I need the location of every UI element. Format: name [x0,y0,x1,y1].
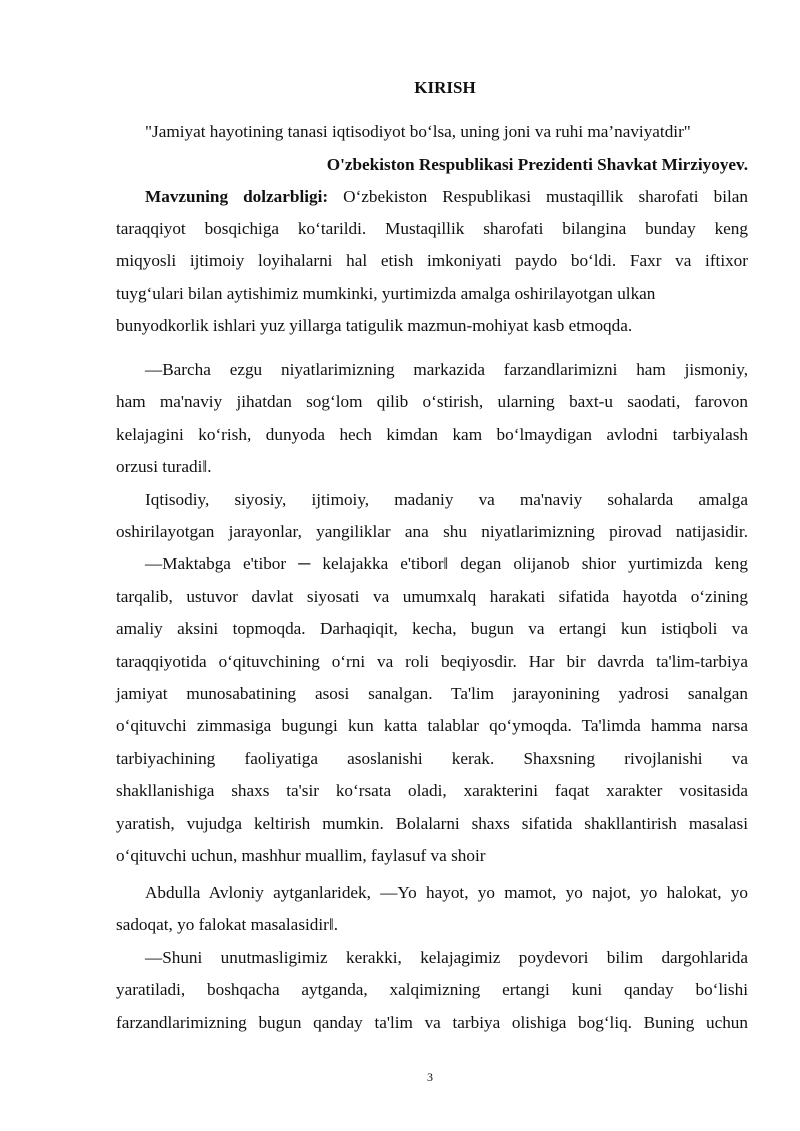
text-line: orzusi turadi‖. [116,457,212,476]
text-line: yaratish, vujudga keltirish mumkin. Bolalarni shaxs sifatida shakllantirish masalasi [116,814,748,833]
text-line: jamiyat munosabatining asosi sanalgan. Ta'lim jarayonining yadrosi sanalgan [116,684,748,703]
text-line: tarbiyachining faoliyatiga asoslanishi kerak. Shaxsning rivojlanishi va [116,749,748,768]
text-line: yaratiladi, boshqacha aytganda, xalqimizning ertangi kuni qanday bo‘lishi [116,980,748,999]
text-line: ―Maktabga e'tibor ─ kelajakka e'tibor‖ degan olijanob shior yurtimizda keng [145,554,748,573]
text-line: amaliy aksini topmoqda. Darhaqiqit, kecha, bugun va ertangi kun istiqboli va [116,619,748,638]
text-line: taraqqiyot bosqichiga ko‘tarildi. Mustaqillik sharofati bilangina bunday keng [116,219,748,238]
text-line: shakllanishiga shaxs ta'sir ko‘rsata oladi, xarakterini faqat xarakter vositasida [116,781,748,800]
epigraph-quote: "Jamiyat hayotining tanasi iqtisodiyot bo‘lsa, uning joni va ruhi ma’naviyatdir" [145,122,691,141]
text-line: miqyosli ijtimoiy loyihalarni hal etish imkoniyati paydo bo‘ldi. Faxr va iftixor [116,251,748,270]
page-heading: KIRISH [414,78,476,97]
text-line: sadoqat, yo falokat masalasidir‖. [116,915,338,934]
text-line: oshirilayotgan jarayonlar, yangiliklar ana shu niyatlarimizning pirovad natijasidir. [116,522,748,541]
topic-label: Mavzuning dolzarbligi: [145,187,329,206]
text-line: ham ma'naviy jihatdan sog‘lom qilib o‘stirish, ularning baxt-u saodati, farovon [116,392,748,411]
text-line: o‘qituvchi uchun, mashhur muallim, faylasuf va shoir [116,846,486,865]
text-line: tarqalib, ustuvor davlat siyosati va umumxalq harakati sifatida hayotda o‘zining [116,587,748,606]
text-line: Iqtisodiy, siyosiy, ijtimoiy, madaniy va ma'naviy sohalarda amalga [145,490,748,509]
page-number: 3 [427,1070,433,1084]
text-line: tuyg‘ulari bilan aytishimiz mumkinki, yurtimizda amalga oshirilayotgan ulkan [116,284,656,303]
text-line: ―Shuni unutmasligimiz kerakki, kelajagimiz poydevori bilim dargohlarida [145,948,748,967]
text-line: ―Barcha ezgu niyatlarimizning markazida farzandlarimizni ham jismoniy, [145,360,748,379]
text-line: Abdulla Avloniy aytganlaridek, ―Yo hayot, yo mamot, yo najot, yo halokat, yo [145,883,748,902]
text-line: taraqqiyotida o‘qituvchining o‘rni va roli beqiyosdir. Har bir davrda ta'lim-tarbiya [116,652,748,671]
text-line: farzandlarimizning bugun qanday ta'lim va tarbiya olishiga bog‘liq. Buning uchun [116,1013,748,1032]
text-line-content: O‘zbekiston Respublikasi mustaqillik sharofati bilan [343,187,748,206]
epigraph-author: O'zbekiston Respublikasi Prezidenti Shavkat Mirziyoyev. [326,155,748,174]
text-line: kelajagini ko‘rish, dunyoda hech kimdan kam bo‘lmaydigan avlodni tarbiyalash [116,425,748,444]
text-line: o‘qituvchi zimmasiga bugungi kun katta talablar qo‘ymoqda. Ta'limda hamma narsa [116,716,748,735]
text-line [145,187,748,207]
text-line: bunyodkorlik ishlari yuz yillarga tatigulik mazmun-mohiyat kasb etmoqda. [116,316,633,335]
